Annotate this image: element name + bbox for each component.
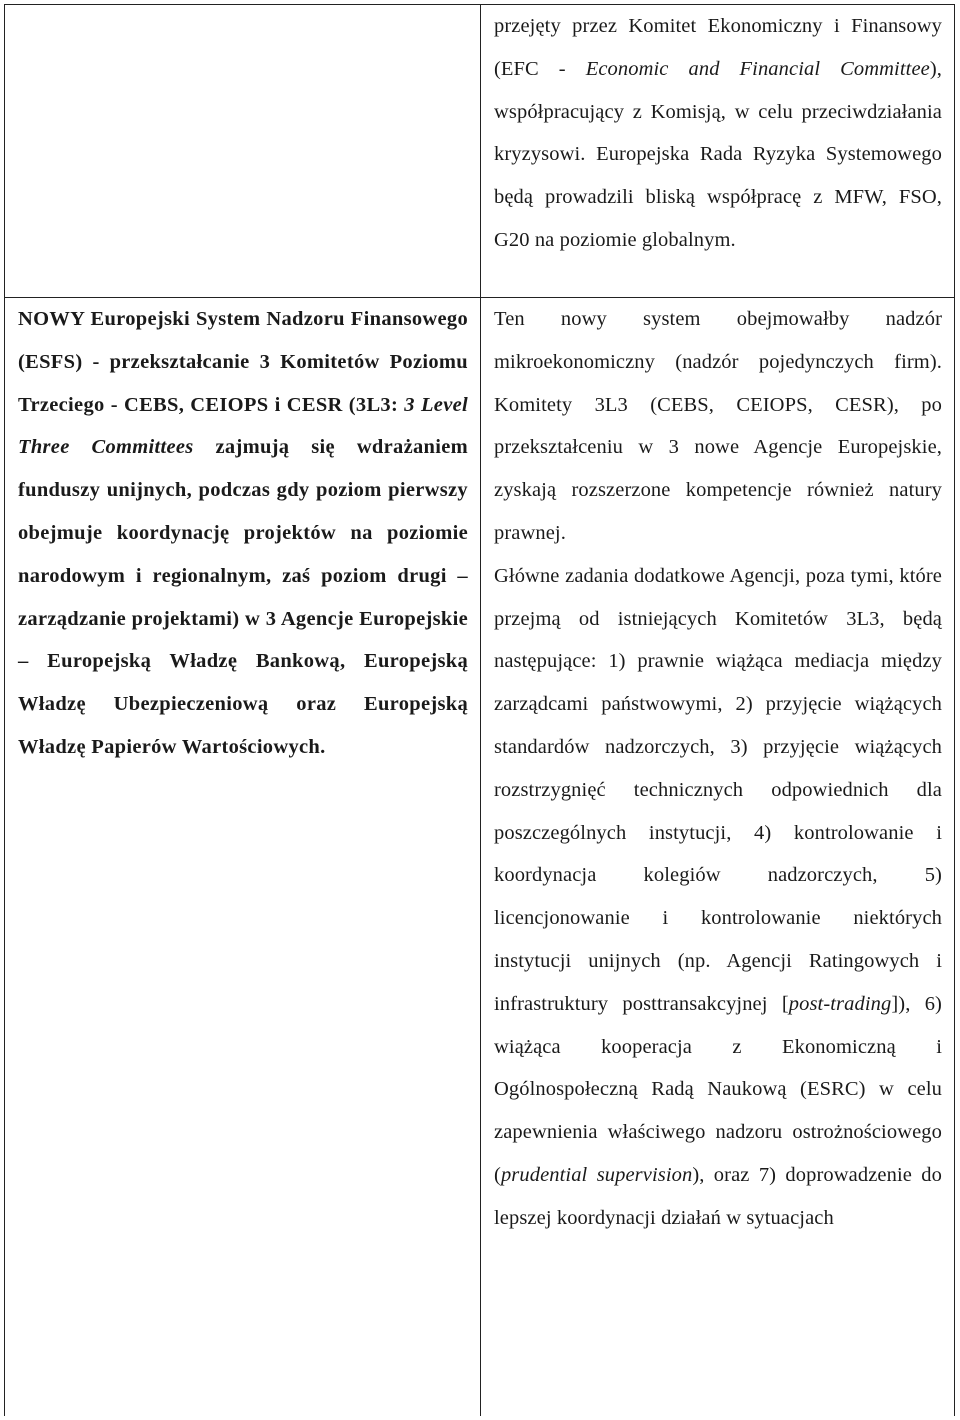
top-right-cell — [481, 5, 955, 298]
right-paragraph-2: Główne zadania dodatkowe Agencji, poza tymi, które przejmą od istniejących Komitetów 3L3, będą następujące: 1) prawnie wiążąca mediacja między zarządcami państwowymi, 2) przyjęcie wiążących standardów nadzorczych, 3) przyjęcie wiążących rozstrzygnięć technicznych odpowiednich dla poszczególnych instytucji, 4) kontrolowanie i koordynacja kolegiów nadzorczych, 5) licencjonowanie i kontrolowanie niektórych instytucji unijnych (np. Agencji Ratingowych i infrastruktury posttransakcyjnej [post-trading]), 6) wiążąca kooperacja z Ekonomiczną i Ogólnospołeczną Radą Naukową (ESRC) w celu zapewnienia właściwego nadzoru ostrożnościowego (prudential supervision), oraz 7) doprowadzenie do lepszej koordynacji działań w sytuacjach — [494, 564, 942, 1229]
right-paragraph-1: Ten nowy system obejmowałby nadzór mikroekonomiczny (nadzór pojedynczych firm). Komitety 3L3 (CEBS, CEIOPS, CESR), po przekształceniu w 3 nowe Agencje Europejskie, zyskają rozszerzone kompetencje również natury prawnej. — [494, 308, 942, 544]
right-cell — [481, 298, 955, 1417]
top-right-paragraph: przejęty przez Komitet Ekonomiczny i Finansowy (EFC - Economic and Financial Committee), współpracujący z Komisją, w celu przeciwdziałania kryzysowi. Europejska Rada Ryzyka Systemowego będą prowadzili bliską współpracę z MFW, FSO, G20 na poziomie globalnym. — [494, 15, 942, 251]
top-left-cell — [5, 5, 481, 298]
table-row — [5, 298, 955, 1417]
table-row — [5, 5, 955, 298]
left-paragraph: NOWY Europejski System Nadzoru Finansowego (ESFS) - przekształcanie 3 Komitetów Poziomu Trzeciego - CEBS, CEIOPS i CESR (3L3: 3 Level Three Committees zajmują się wdrażaniem funduszy unijnych, podczas gdy poziom pierwszy obejmuje koordynację projektów na poziomie narodowym i regionalnym, zaś poziom drugi – zarządzanie projektami) w 3 Agencje Europejskie – Europejską Władzę Bankową, Europejską Władzę Ubezpieczeniową oraz Europejską Władzę Papierów Wartościowych. — [18, 308, 468, 758]
document-table — [4, 4, 955, 1416]
left-cell — [5, 298, 481, 1417]
